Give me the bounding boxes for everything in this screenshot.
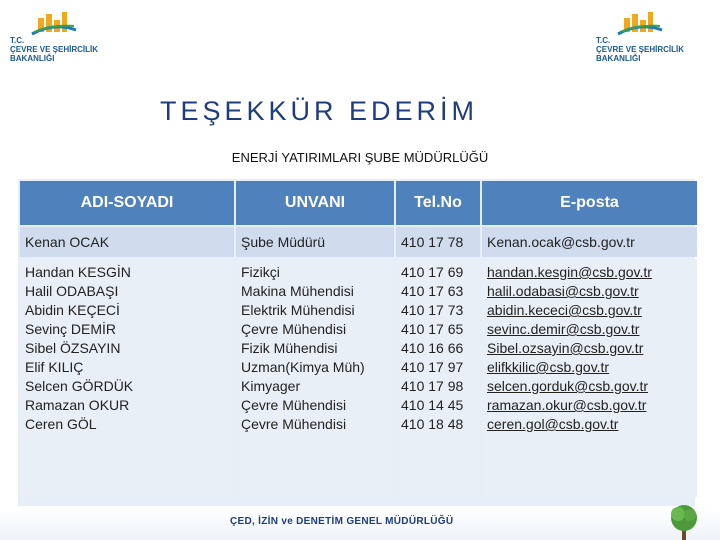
- email-link[interactable]: selcen.gorduk@csb.gov.tr: [487, 378, 649, 394]
- cell-names: [20, 259, 234, 497]
- email-link[interactable]: halil.odabasi@csb.gov.tr: [487, 283, 639, 299]
- email-link[interactable]: ramazan.okur@csb.gov.tr: [487, 397, 647, 413]
- buildings-logo-icon: [616, 10, 664, 36]
- email-link[interactable]: elifkkilic@csb.gov.tr: [487, 359, 610, 375]
- staff-name: Sevinç DEMİR: [25, 321, 117, 337]
- staff-name: Elif KILIÇ: [25, 359, 84, 375]
- department-subtitle: ENERJİ YATIRIMLARI ŞUBE MÜDÜRLÜĞÜ: [231, 150, 489, 165]
- ministry-logo-left: [8, 8, 128, 68]
- buildings-logo-icon: [30, 10, 78, 36]
- staff-name: Ceren GÖL: [25, 416, 97, 432]
- staff-name: Halil ODABAŞI: [25, 283, 119, 299]
- email-link[interactable]: ceren.gol@csb.gov.tr: [487, 416, 619, 432]
- table-row: [20, 259, 697, 497]
- cell-tel: 410 17 78: [396, 227, 480, 257]
- cell-name: Kenan OCAK: [20, 227, 234, 257]
- staff-tel: 410 16 66: [401, 340, 464, 356]
- header-email: E-posta: [482, 181, 697, 225]
- email-link[interactable]: sevinc.demir@csb.gov.tr: [487, 321, 640, 337]
- staff-title: Kimyager: [241, 378, 301, 394]
- staff-tel: 410 17 73: [401, 302, 464, 318]
- header-name: ADI-SOYADI: [20, 181, 234, 225]
- cell-title: Şube Müdürü: [236, 227, 394, 257]
- header-title: UNVANI: [236, 181, 394, 225]
- staff-name: Abidin KEÇECİ: [25, 302, 120, 318]
- header-tel: Tel.No: [396, 181, 480, 225]
- cell-titles: [236, 259, 394, 497]
- staff-tel: 410 18 48: [401, 416, 464, 432]
- contact-table: [18, 179, 699, 499]
- page-title: TEŞEKKÜR EDERİM: [160, 96, 479, 126]
- table-header-row: [20, 181, 697, 225]
- cell-tels: [396, 259, 480, 497]
- staff-name: Ramazan OKUR: [25, 397, 130, 413]
- cell-emails: [482, 259, 697, 497]
- staff-tel: 410 14 45: [401, 397, 464, 413]
- email-link[interactable]: handan.kesgin@csb.gov.tr: [487, 264, 652, 280]
- staff-title: Makina Mühendisi: [241, 283, 354, 299]
- staff-tel: 410 17 69: [401, 264, 464, 280]
- footer-text: ÇED, İZİN ve DENETİM GENEL MÜDÜRLÜĞÜ: [230, 516, 454, 527]
- email-link[interactable]: Sibel.ozsayin@csb.gov.tr: [487, 340, 644, 356]
- staff-title: Çevre Mühendisi: [241, 321, 347, 337]
- contact-table-container: [18, 179, 695, 506]
- logo-text: T.C. ÇEVRE VE ŞEHİRCİLİK BAKANLIĞI: [10, 36, 99, 63]
- staff-tel: 410 17 65: [401, 321, 464, 337]
- staff-name: Selcen GÖRDÜK: [25, 378, 134, 394]
- staff-tel: 410 17 63: [401, 283, 464, 299]
- table-row: [20, 227, 697, 257]
- staff-title: Çevre Mühendisi: [241, 416, 347, 432]
- staff-title: Uzman(Kimya Müh): [241, 359, 365, 375]
- staff-tel: 410 17 98: [401, 378, 464, 394]
- cell-email[interactable]: Kenan.ocak@csb.gov.tr: [482, 227, 697, 257]
- logo-text: T.C. ÇEVRE VE ŞEHİRCİLİK BAKANLIĞI: [596, 36, 685, 63]
- staff-name: Handan KESGİN: [25, 264, 131, 280]
- ministry-logo-right: [594, 8, 714, 68]
- staff-title: Çevre Mühendisi: [241, 397, 347, 413]
- staff-tel: 410 17 97: [401, 359, 464, 375]
- staff-title: Fizik Mühendisi: [241, 340, 338, 356]
- email-link[interactable]: abidin.kececi@csb.gov.tr: [487, 302, 642, 318]
- staff-title: Fizikçi: [241, 264, 280, 280]
- tree-icon: [664, 500, 704, 540]
- staff-title: Elektrik Mühendisi: [241, 302, 355, 318]
- staff-name: Sibel ÖZSAYIN: [25, 340, 121, 356]
